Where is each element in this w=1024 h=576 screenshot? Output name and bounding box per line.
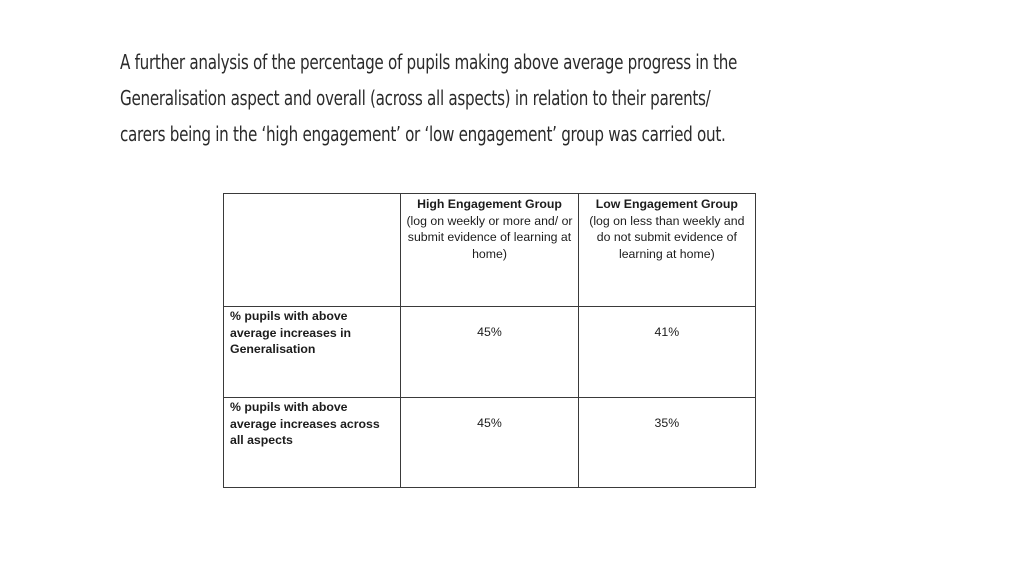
table-cell: 45% — [401, 398, 578, 488]
column-header-name: Low Engagement Group — [595, 197, 738, 211]
column-header-name: High Engagement Group — [417, 197, 562, 211]
intro-paragraph — [120, 44, 904, 152]
column-header-description: (log on less than weekly and do not submit evidence of learning at home) — [589, 213, 745, 261]
column-header-low-engagement — [578, 194, 755, 307]
intro-line: carers being in the ‘high engagement’ or ‘low engagement’ group was carried out. — [120, 122, 726, 146]
row-label: % pupils with above average increases in Generalisation — [224, 307, 401, 398]
engagement-progress-table — [223, 193, 756, 488]
table-cell: 35% — [578, 398, 755, 488]
table-row — [224, 307, 756, 398]
empty-corner-cell — [224, 194, 401, 307]
intro-line: Generalisation aspect and overall (across all aspects) in relation to their parents/ — [120, 86, 711, 110]
column-header-description: (log on weekly or more and/ or submit evidence of learning at home) — [406, 213, 573, 261]
intro-line: A further analysis of the percentage of pupils making above average progress in the — [120, 50, 738, 74]
table-header-row — [224, 194, 756, 307]
table-row — [224, 398, 756, 488]
table-cell: 41% — [578, 307, 755, 398]
column-header-high-engagement — [401, 194, 578, 307]
row-label: % pupils with above average increases across all aspects — [224, 398, 401, 488]
table-cell: 45% — [401, 307, 578, 398]
